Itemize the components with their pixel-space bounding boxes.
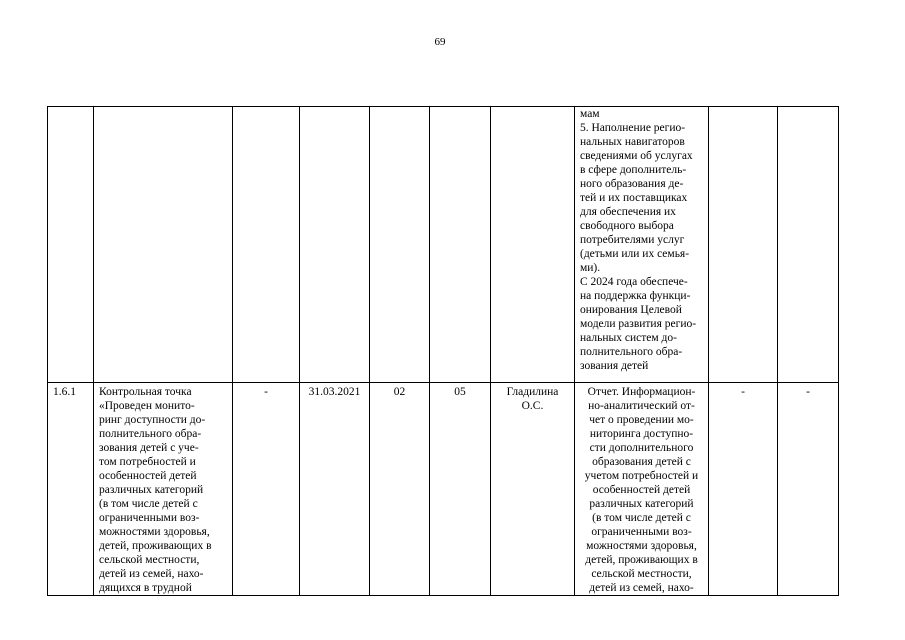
cell-code-2 bbox=[430, 107, 491, 383]
cell-end bbox=[300, 107, 370, 383]
cell-number bbox=[48, 107, 94, 383]
cell-responsible bbox=[491, 107, 575, 383]
cell-extra-2: - bbox=[778, 383, 839, 596]
table-row bbox=[48, 383, 839, 596]
page-number: 69 bbox=[434, 36, 446, 48]
cell-start bbox=[233, 107, 300, 383]
cell-code-1: 02 bbox=[370, 383, 430, 596]
cell-event bbox=[94, 107, 233, 383]
cell-event: Контрольная точка «Проведен монито- ринг доступности до- полнительного обра- зования детей с уче- том потребностей и особенностей детей различных категорий (в том числе детей с ограниченными воз- можностями здоровья, детей, проживающих в сельской местности, детей из семей, нахо- дящихся в трудной bbox=[94, 383, 233, 596]
table-row bbox=[48, 107, 839, 383]
cell-responsible: Гладилина О.С. bbox=[491, 383, 575, 596]
cell-extra-1: - bbox=[709, 383, 778, 596]
cell-result: Отчет. Информацион- но-аналитический от- чет о проведении мо- ниторинга доступно- сти дополнительного образования детей с учетом потребностей и особенностей детей различных категорий (в том числе детей с ограниченными воз- можностями здоровья, детей, проживающих в сельской местности, детей из семей, нахо- bbox=[575, 383, 709, 596]
cell-extra-2 bbox=[778, 107, 839, 383]
cell-code-1 bbox=[370, 107, 430, 383]
cell-start: - bbox=[233, 383, 300, 596]
cell-result: мам 5. Наполнение регио- нальных навигаторов сведениями об услугах в сфере дополнитель- ного образования де- тей и их поставщиках для обеспечения их свободного выбора потребителями услуг (детьми или их семья- ми). С 2024 года обеспече- на поддержка функци- онирования Целевой модели развития регио- нальных систем до- полнительного обра- зования детей bbox=[575, 107, 709, 383]
cell-extra-1 bbox=[709, 107, 778, 383]
plan-table bbox=[47, 106, 839, 596]
cell-end: 31.03.2021 bbox=[300, 383, 370, 596]
cell-number: 1.6.1 bbox=[48, 383, 94, 596]
cell-code-2: 05 bbox=[430, 383, 491, 596]
